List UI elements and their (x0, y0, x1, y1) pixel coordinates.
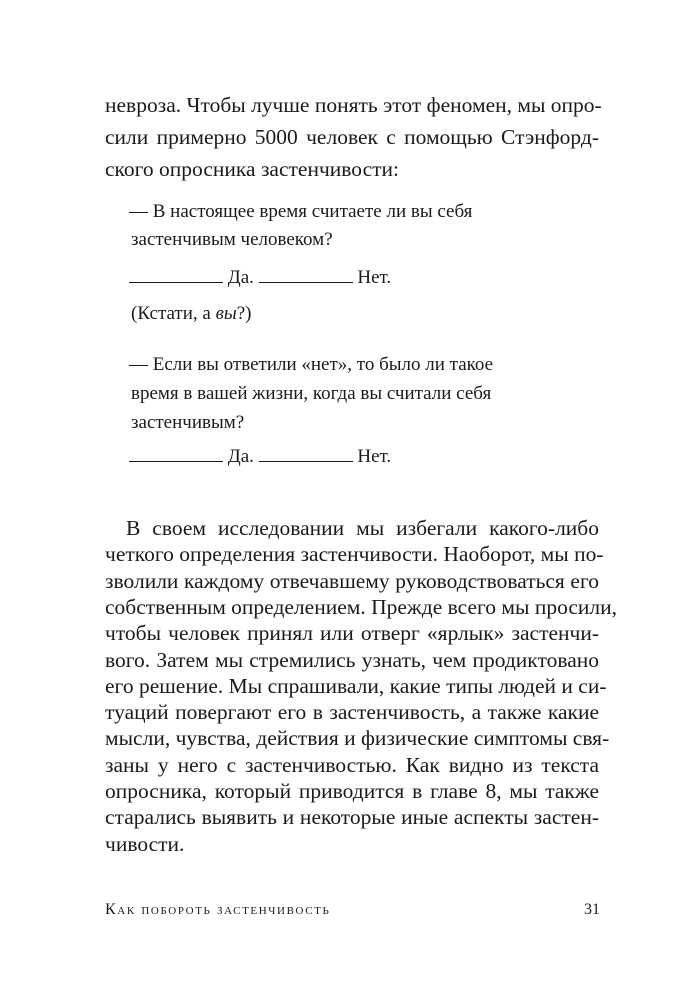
question-1-line: — В настоящее время считаете ли вы себя (129, 201, 473, 222)
text-line: собственным определением. Прежде всего мы просили, (105, 594, 618, 619)
yes-answer-blank (129, 264, 223, 283)
question-2-line: — Если вы ответили «нет», то было ли такое (129, 354, 494, 375)
text-line: опросника, который приводится в главе 8, мы также (105, 779, 599, 803)
question-2-line: время в вашей жизни, когда вы считали себя (131, 383, 492, 404)
aside-open: (Кстати, а (131, 303, 216, 324)
no-label: Нет. (357, 446, 392, 467)
text-line: вого. Затем мы стремились узнать, чем продиктовано (105, 647, 599, 672)
text-line: туаций повергают его в застенчивость, а также какие (105, 700, 599, 725)
answer-row-2 (129, 443, 391, 469)
question-1-line: застенчивым человеком? (131, 229, 333, 250)
text-line: В своем исследовании мы избегали какого-либо (126, 516, 599, 540)
no-label: Нет. (357, 267, 392, 288)
text-line: чтобы человек принял или отверг «ярлык» застенчи- (105, 621, 599, 646)
aside-note (131, 302, 251, 326)
aside-close: ?) (236, 303, 252, 324)
text-line: невроза. Чтобы лучше понять этот феномен, мы опро- (105, 93, 602, 117)
text-line: четкого определения застенчивости. Наоборот, мы по- (105, 542, 604, 567)
text-line: его решение. Мы спрашивали, какие типы людей и си- (105, 673, 607, 698)
aside-emphasis: вы (215, 303, 237, 324)
page-number: 31 (584, 901, 600, 918)
yes-label: Да. (227, 267, 254, 288)
no-answer-blank (259, 443, 353, 462)
question-2-line: застенчивым? (131, 412, 245, 433)
running-footer-title: Как побороть застенчивость (105, 901, 331, 918)
text-line: заны у него с застенчивостью. Как видно из текста (105, 752, 599, 777)
answer-row-1 (129, 264, 391, 290)
yes-label: Да. (227, 446, 254, 467)
no-answer-blank (259, 264, 353, 283)
text-line: сили примерно 5000 человек с помощью Стэнфорд- (105, 125, 599, 149)
text-line: зволили каждому отвечавшему руководствоваться его (105, 568, 599, 593)
text-line: старались выявить и некоторые иные аспекты застен- (105, 805, 599, 830)
text-line: чивости. (105, 831, 185, 856)
text-line: ского опросника застенчивости: (105, 157, 399, 181)
yes-answer-blank (129, 443, 223, 462)
text-line: мысли, чувства, действия и физические симптомы свя- (105, 726, 610, 751)
